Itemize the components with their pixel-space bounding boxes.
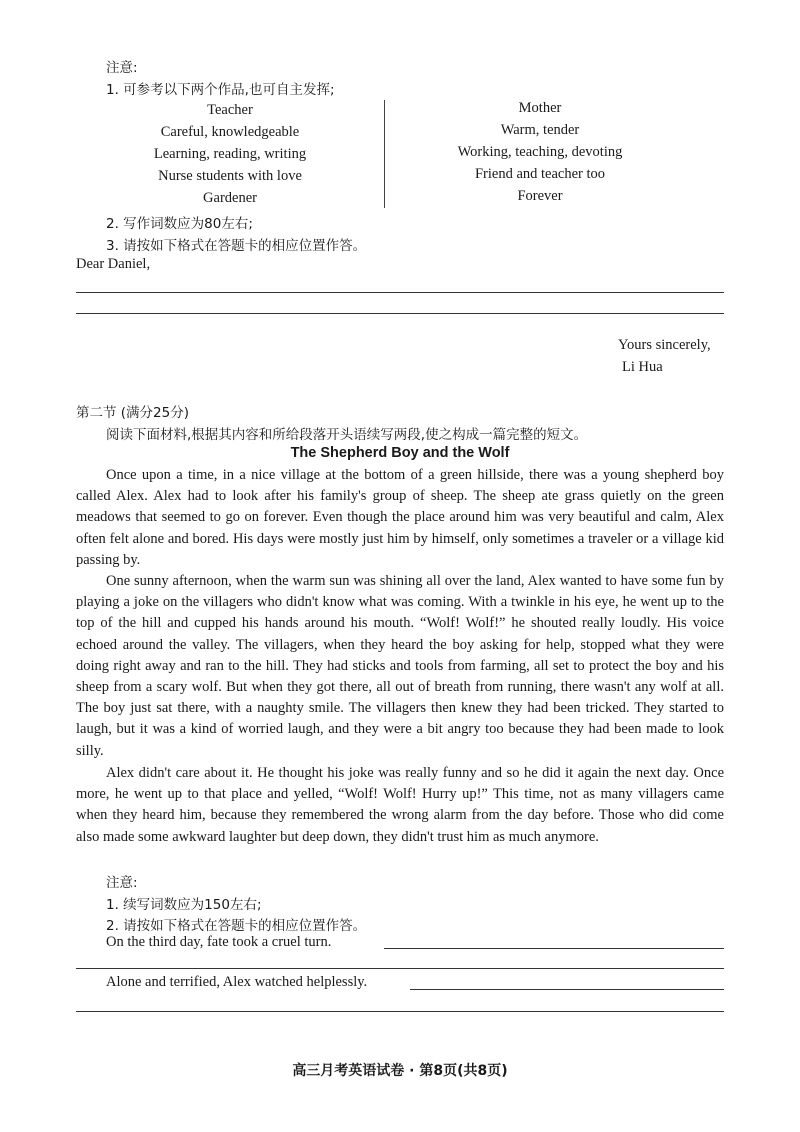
letter-signature: Li Hua	[622, 359, 663, 375]
note-heading-2: 注意:	[106, 875, 138, 891]
section-instruction: 阅读下面材料,根据其内容和所给段落开头语续写两段,使之构成一篇完整的短文。	[106, 427, 588, 443]
story-title: The Shepherd Boy and the Wolf	[290, 445, 510, 461]
note-item-2-continuation: 2. 请按如下格式在答题卡的相应位置作答。	[106, 918, 367, 934]
poem-line: Warm, tender	[500, 122, 580, 138]
poem-line: Friend and teacher too	[474, 166, 606, 182]
poem-line: Gardener	[203, 190, 257, 206]
poem-line: Mother	[518, 100, 562, 116]
poem-divider	[384, 100, 385, 208]
poem-line: Learning, reading, writing	[153, 146, 307, 162]
poem-line: Teacher	[207, 102, 253, 118]
note-item-2: 2. 写作词数应为80左右;	[106, 216, 253, 232]
note-heading: 注意:	[106, 60, 138, 76]
continuation-prompt-1: On the third day, fate took a cruel turn.	[106, 934, 332, 950]
writing-line	[410, 989, 724, 990]
writing-line	[76, 292, 724, 293]
story-paragraph-3: Alex didn't care about it. He thought his joke was really funny and so he did it again the next day. Once more, he went up to that place and yelled, “Wolf! Wolf! Hurry up!” This time, not as many villagers came when they heard him, because they remembered the wrong alarm from the day before. Those who did come also made some awkward laughter but deep down, they didn't trust him as much anymore.	[76, 765, 724, 845]
poem-line: Careful, knowledgeable	[160, 124, 300, 140]
note-item-1-continuation: 1. 续写词数应为150左右;	[106, 897, 262, 913]
letter-closing: Yours sincerely,	[618, 337, 711, 353]
poem-line: Working, teaching, devoting	[457, 144, 623, 160]
letter-salutation: Dear Daniel,	[76, 256, 151, 272]
poem-line: Forever	[517, 188, 563, 204]
poem-line: Nurse students with love	[158, 168, 302, 184]
note-item-1: 1. 可参考以下两个作品,也可自主发挥;	[106, 82, 335, 98]
continuation-prompt-2: Alone and terrified, Alex watched helplessly.	[106, 974, 368, 990]
writing-line	[384, 948, 724, 949]
writing-line	[76, 968, 724, 969]
writing-line	[76, 1011, 724, 1012]
writing-line	[76, 313, 724, 314]
story-paragraph-2: One sunny afternoon, when the warm sun was shining all over the land, Alex wanted to have some fun by playing a joke on the villagers who didn't know what was coming. With a twinkle in his eye, he went up to the top of the hill and cupped his hands around his mouth. “Wolf! Wolf!” he shouted really loudly. His voice echoed around the valley. The villagers, when they heard the boy asking for help, stopped what they were doing right away and ran to the hill. They had sticks and tools from farming, all set to protect the boy and his sheep from a scary wolf. But when they got there, all out of breath from running, there wasn't any wolf at all. The boy just sat there, with a naughty smile. The villagers then knew they had been tricked. They started to laugh, but it was a kind of worried laugh, and they were a bit angry too because they had been made to look silly.	[76, 573, 724, 759]
page-footer: 高三月考英语试卷 · 第8页(共8页)	[292, 1063, 508, 1079]
section-heading: 第二节 (满分25分)	[76, 405, 190, 421]
note-item-3: 3. 请按如下格式在答题卡的相应位置作答。	[106, 238, 367, 254]
story-paragraph-1: Once upon a time, in a nice village at the bottom of a green hillside, there was a young shepherd boy called Alex. Alex had to look after his family's group of sheep. The sheep ate grass quietly on the green meadows that seemed to go on forever. Even though the place around him was very beautiful and calm, Alex often felt alone and bored. His days were mostly just him by himself, only sometimes a traveler or a village kid passing by.	[76, 467, 724, 568]
